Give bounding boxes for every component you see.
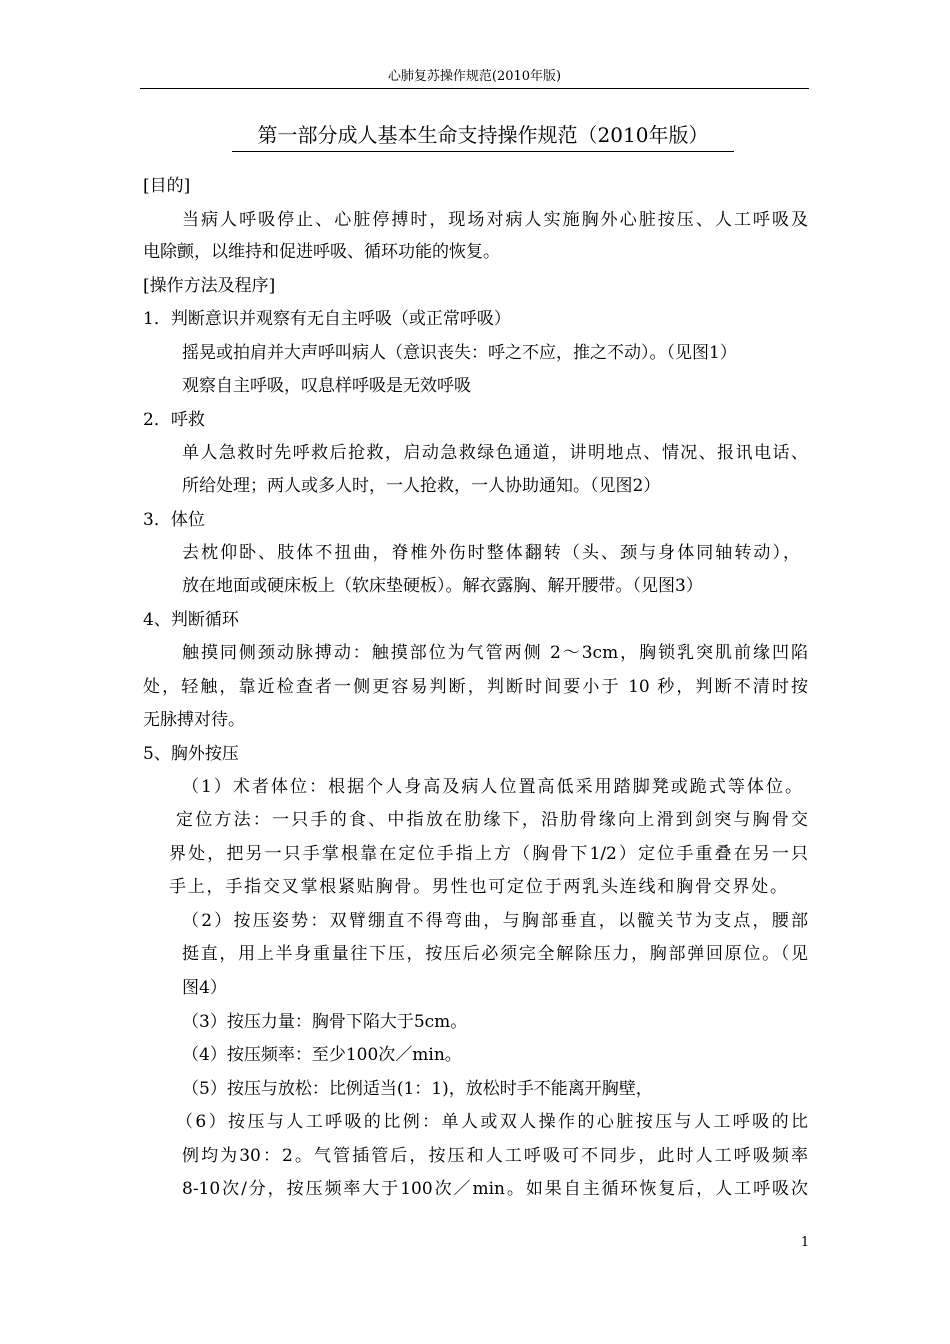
running-header: 心肺复苏操作规范(2010年版) xyxy=(387,69,562,84)
document-title: 第一部分成人基本生命支持操作规范（2010年版） xyxy=(257,123,709,147)
paragraph-line: 触摸同侧颈动脉搏动：触摸部位为气管两侧 2～3cm，胸锁乳突肌前缘凹陷 xyxy=(182,643,808,663)
title-underline xyxy=(232,151,734,152)
section-heading-procedure: [操作方法及程序] xyxy=(143,276,276,296)
paragraph-line: 无脉搏对待。 xyxy=(143,710,245,730)
step-heading: 1．判断意识并观察有无自主呼吸（或正常呼吸） xyxy=(143,309,511,329)
header-rule xyxy=(140,88,809,89)
paragraph-line: 电除颤，以维持和促进呼吸、循环功能的恢复。 xyxy=(143,242,500,262)
paragraph-line: （2）按压姿势：双臂绷直不得弯曲，与胸部垂直，以髋关节为支点，腰部 xyxy=(182,911,808,931)
paragraph-line: （3）按压力量：胸骨下陷大于5cm。 xyxy=(182,1012,468,1032)
paragraph-line: （6）按压与人工呼吸的比例：单人或双人操作的心脏按压与人工呼吸的比 xyxy=(176,1112,808,1132)
paragraph-line: 去枕仰卧、肢体不扭曲，脊椎外伤时整体翻转（头、颈与身体同轴转动）， xyxy=(182,543,800,563)
paragraph-line: 8-10次/分，按压频率大于100次／min。如果自主循环恢复后，人工呼吸次 xyxy=(182,1179,808,1199)
paragraph-line: （5）按压与放松：比例适当(1：1)，放松时手不能离开胸壁， xyxy=(182,1079,653,1099)
paragraph-line: 放在地面或硬床板上（软床垫硬板）。解衣露胸、解开腰带。（见图3） xyxy=(182,576,703,596)
section-heading-purpose: [目的] xyxy=(143,176,191,196)
paragraph-line: （4）按压频率：至少100次／min。 xyxy=(182,1045,462,1065)
step-heading: 5、胸外按压 xyxy=(143,744,239,764)
paragraph-line: 当病人呼吸停止、心脏停搏时，现场对病人实施胸外心脏按压、人工呼吸及 xyxy=(182,210,808,230)
paragraph-line: 界处，把另一只手掌根靠在定位手指上方（胸骨下1/2）定位手重叠在另一只 xyxy=(169,844,808,864)
paragraph-line: 所给处理；两人或多人时，一人抢救，一人协助通知。（见图2） xyxy=(182,476,661,496)
paragraph-line: 定位方法：一只手的食、中指放在肋缘下，沿肋骨缘向上滑到剑突与胸骨交 xyxy=(176,810,808,830)
paragraph-line: 处，轻触，靠近检查者一侧更容易判断，判断时间要小于 10 秒，判断不清时按 xyxy=(143,677,808,697)
paragraph-line: 挺直，用上半身重量往下压，按压后必须完全解除压力，胸部弹回原位。（见 xyxy=(182,944,808,964)
paragraph-line: （1）术者体位：根据个人身高及病人位置高低采用踏脚凳或跪式等体位。 xyxy=(182,777,802,797)
paragraph-line: 观察自主呼吸，叹息样呼吸是无效呼吸 xyxy=(182,376,471,396)
paragraph-line: 摇晃或拍肩并大声呼叫病人（意识丧失：呼之不应，推之不动）。（见图1） xyxy=(182,343,737,363)
step-heading: 2．呼救 xyxy=(143,410,205,430)
page-number: 1 xyxy=(800,1235,810,1250)
paragraph-line: 图4） xyxy=(182,978,227,998)
paragraph-line: 手上，手指交叉掌根紧贴胸骨。男性也可定位于两乳头连线和胸骨交界处。 xyxy=(169,877,787,897)
paragraph-line: 例均为30：2。气管插管后，按压和人工呼吸可不同步，此时人工呼吸频率 xyxy=(182,1146,808,1166)
step-heading: 3．体位 xyxy=(143,510,205,530)
paragraph-line: 单人急救时先呼救后抢救，启动急救绿色通道，讲明地点、情况、报讯电话、 xyxy=(182,443,808,463)
step-heading: 4、判断循环 xyxy=(143,610,239,630)
